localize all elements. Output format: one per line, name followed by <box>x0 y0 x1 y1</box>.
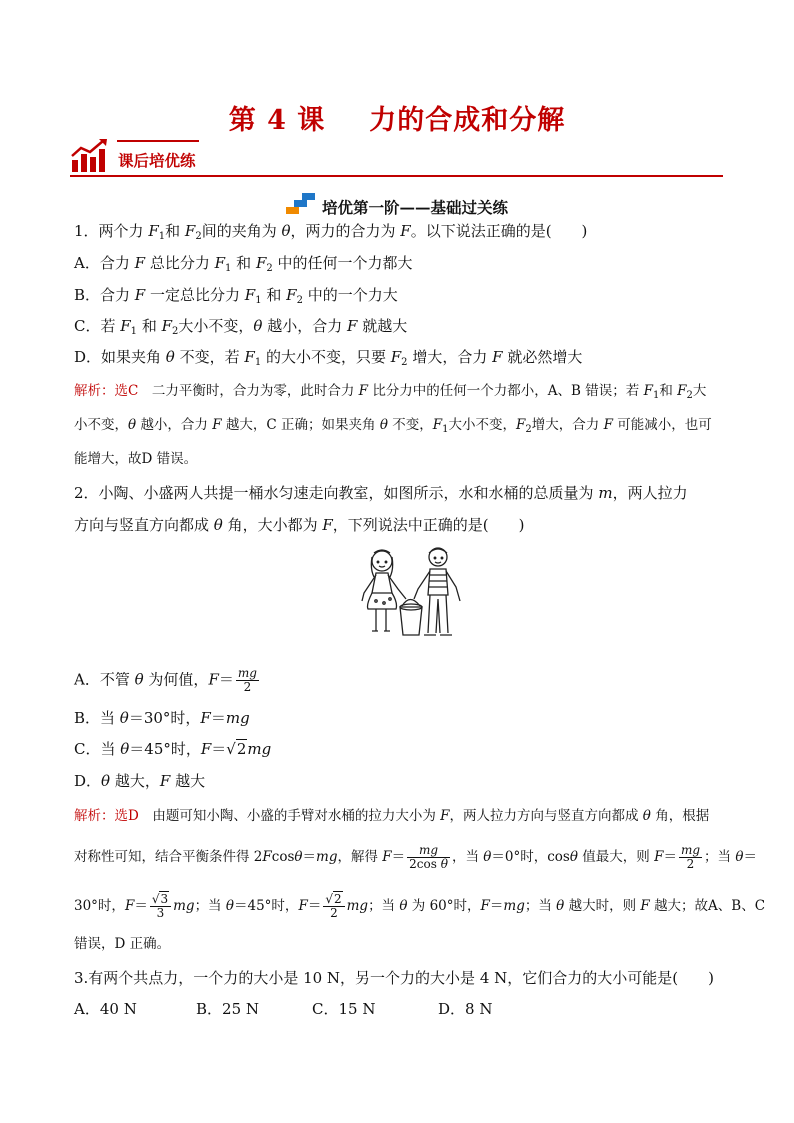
children-carrying-bucket-illustration <box>352 543 468 643</box>
q3-option-a: A．40 N <box>74 1000 137 1018</box>
q1-option-c: C．若 $F_1$ 和 $F_2$大小不变，θ 越小，合力 F 就越大 <box>74 317 408 337</box>
header-label: 课后培优练 <box>118 151 196 170</box>
q1-solution-line1: 解析：选C 二力平衡时，合力为零，此时合力 F 比分力中的任何一个力都小，A、B 错误；若 $F_1$和 $F_2$大 <box>74 383 707 401</box>
q1-stem: 1．两个力 $F_1$和 $F_2$间的夹角为 θ，两力的合力为 F。以下说法正确的是( ) <box>74 222 588 242</box>
q2-option-c: C．当 θ＝45°时，F＝√2mg <box>74 740 272 758</box>
q1-solution-line3: 能增大，故D 错误。 <box>74 451 198 467</box>
q2-option-b: B．当 θ＝30°时，F＝mg <box>74 709 250 727</box>
q3-options <box>74 999 504 1019</box>
header-rule <box>70 175 723 177</box>
q2-solution-line4: 错误，D 正确。 <box>74 936 171 952</box>
q1-option-d: D．如果夹角 θ 不变，若 $F_1$ 的大小不变，只要 $F_2$ 增大，合力 F 就必然增大 <box>74 348 583 368</box>
q1-option-a: A．合力 F 总比分力 $F_1$ 和 $F_2$ 中的任何一个力都大 <box>74 254 413 274</box>
q1-option-b: B．合力 F 一定总比分力 $F_1$ 和 $F_2$ 中的一个力大 <box>74 286 398 306</box>
q1-solution-line2: 小不变，θ 越小，合力 F 越大，C 正确；如果夹角 θ 不变，$F_1$大小不变，$F_2$增大，合力 F 可能减小，也可 <box>74 417 712 435</box>
stairs-icon <box>286 193 316 215</box>
q2-solution-line2: 对称性可知，结合平衡条件得 2Fcosθ＝mg，解得 F＝ $\frac{mg}{\text{2cos θ}}$ ，当 θ＝0°时，cosθ 值最大，则 F＝ $\frac{mg}{2}$ ；当 θ＝ <box>74 843 757 871</box>
lesson-topic: 力的合成和分解 <box>369 105 566 136</box>
q2-solution-line3: 30°时，F＝ $\frac{√3}{3}$ mg；当 θ＝45°时，F＝ $\frac{√2}{2}$ mg；当 θ 为 60°时，F＝mg；当 θ 越大时，则 F 越大；故A、B、C <box>74 892 766 920</box>
q2-solution-line1: 解析：选D 由题可知小陶、小盛的手臂对水桶的拉力大小为 F，两人拉力方向与竖直方向都成 θ 角，根据 <box>74 808 710 824</box>
q2-stem-line1: 2．小陶、小盛两人共提一桶水匀速走向教室，如图所示，水和水桶的总质量为 m，两人拉力 <box>74 484 688 502</box>
page-title <box>0 98 794 137</box>
section-heading <box>0 193 794 218</box>
q3-option-d: D．8 N <box>438 1000 493 1018</box>
q3-stem: 3.有两个共点力，一个力的大小是 10 N，另一个力的大小是 4 N，它们合力的大小可能是( ) <box>74 969 714 987</box>
q3-option-c: C．15 N <box>312 1000 376 1018</box>
growth-chart-icon <box>70 138 112 174</box>
q2-stem-line2: 方向与竖直方向都成 θ 角，大小都为 F，下列说法中正确的是( ) <box>74 516 525 534</box>
section-label: 培优第一阶——基础过关练 <box>321 198 508 217</box>
q2-option-a: A．不管 θ 为何值，F＝ $\frac{mg}{2}$ <box>74 666 257 694</box>
header-rule-short <box>117 140 199 142</box>
lesson-number: 第 4 课 <box>228 105 326 136</box>
q3-option-b: B．25 N <box>196 1000 260 1018</box>
q2-option-d: D．θ 越大，F 越大 <box>74 772 206 790</box>
